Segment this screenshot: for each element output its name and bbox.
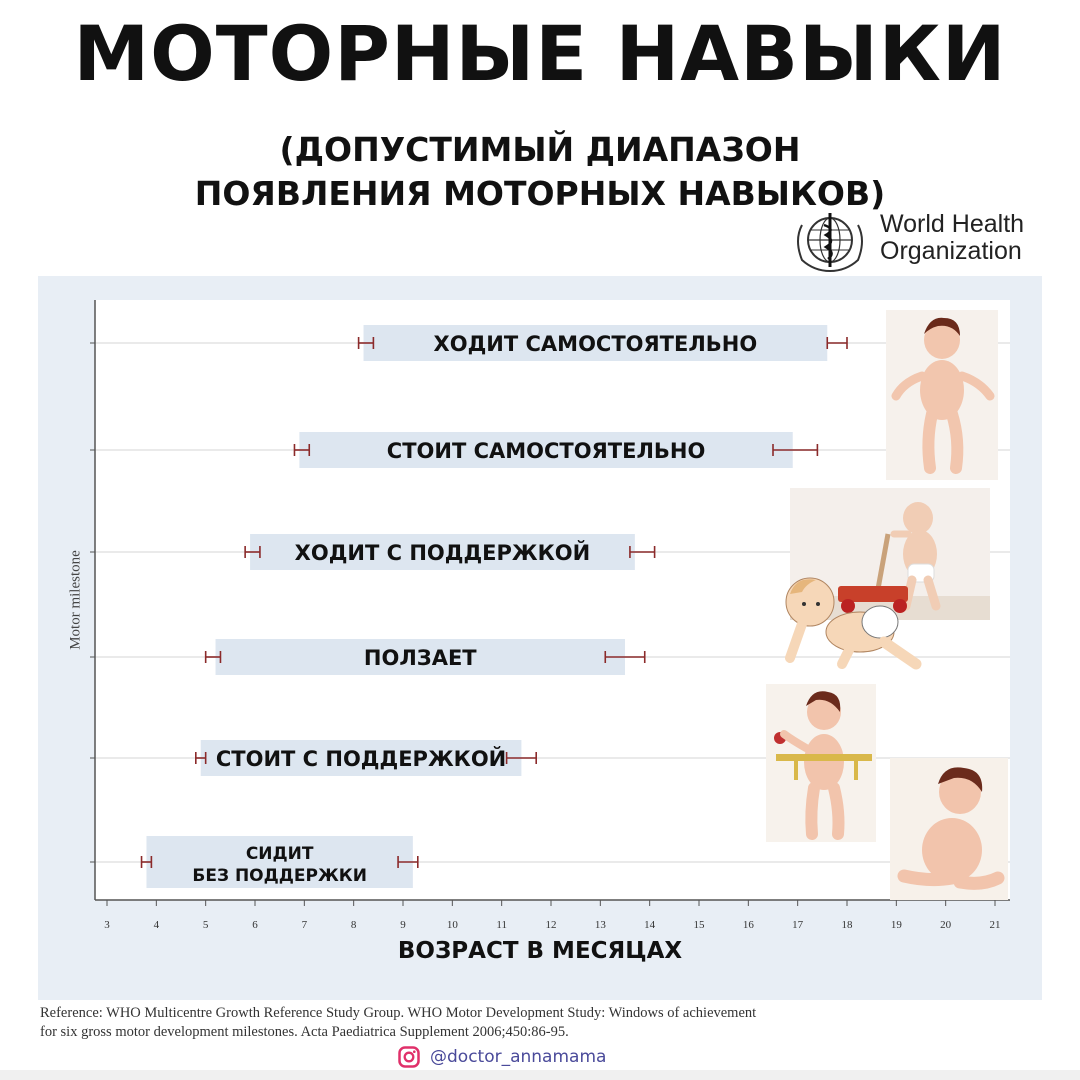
milestone-label: СТОИТ С ПОДДЕРЖКОЙ xyxy=(215,747,507,771)
milestone-label: БЕЗ ПОДДЕРЖКИ xyxy=(192,866,367,886)
x-tick-label: 6 xyxy=(252,919,258,931)
x-tick-label: 17 xyxy=(792,919,804,931)
milestone-label: ПОЛЗАЕТ xyxy=(363,646,477,670)
instagram-icon xyxy=(398,1046,420,1068)
reference-text xyxy=(40,1004,1040,1042)
baby-holding-rail-icon xyxy=(766,684,876,842)
sitting-baby-icon xyxy=(890,758,1008,900)
x-tick-label: 11 xyxy=(496,919,507,931)
x-tick-label: 10 xyxy=(446,919,458,931)
standing-toddler-icon xyxy=(886,310,998,480)
bottom-bar xyxy=(0,1070,1080,1080)
milestone-label: ХОДИТ С ПОДДЕРЖКОЙ xyxy=(294,541,591,565)
x-tick-label: 3 xyxy=(104,919,110,931)
milestone-label: ХОДИТ САМОСТОЯТЕЛЬНО xyxy=(433,332,758,356)
x-tick-label: 9 xyxy=(400,919,406,931)
x-tick-label: 8 xyxy=(350,919,357,931)
x-tick-label: 15 xyxy=(693,919,705,931)
reference-line-2: for six gross motor development milestones. Acta Paediatrica Supplement 2006;450:86-95. xyxy=(40,1024,569,1040)
who-line-1: World Health xyxy=(880,210,1025,238)
reference-line-1: Reference: WHO Multicentre Growth Reference Study Group. WHO Motor Development Study: Windows of achievement xyxy=(40,1005,757,1021)
x-tick-label: 20 xyxy=(940,919,952,931)
instagram-handle[interactable] xyxy=(398,1046,606,1068)
x-tick-label: 21 xyxy=(989,919,1001,931)
x-tick-label: 19 xyxy=(890,919,902,931)
crawling-baby-icon xyxy=(776,572,926,672)
milestone-label: СТОИТ САМОСТОЯТЕЛЬНО xyxy=(386,439,706,463)
subtitle-line-2: ПОЯВЛЕНИЯ МОТОРНЫХ НАВЫКОВ) xyxy=(194,174,886,213)
y-axis-label: Motor milestone xyxy=(67,550,84,650)
x-tick-label: 14 xyxy=(644,919,656,931)
x-axis-label: ВОЗРАСТ В МЕСЯЦАХ xyxy=(397,938,683,964)
milestone-label: СИДИТ xyxy=(245,844,314,864)
x-tick-label: 12 xyxy=(545,919,557,931)
page-title: МОТОРНЫЕ НАВЫКИ xyxy=(73,9,1007,98)
subtitle-line-1: (ДОПУСТИМЫЙ ДИАПАЗОН xyxy=(279,130,801,169)
who-line-2: Organization xyxy=(880,237,1022,265)
x-tick-label: 4 xyxy=(153,919,160,931)
instagram-handle-text[interactable]: @doctor_annamama xyxy=(430,1047,607,1067)
x-tick-label: 16 xyxy=(742,919,754,931)
x-tick-label: 5 xyxy=(202,919,209,931)
x-tick-label: 18 xyxy=(841,919,853,931)
x-tick-label: 13 xyxy=(594,919,606,931)
x-tick-label: 7 xyxy=(301,919,308,931)
